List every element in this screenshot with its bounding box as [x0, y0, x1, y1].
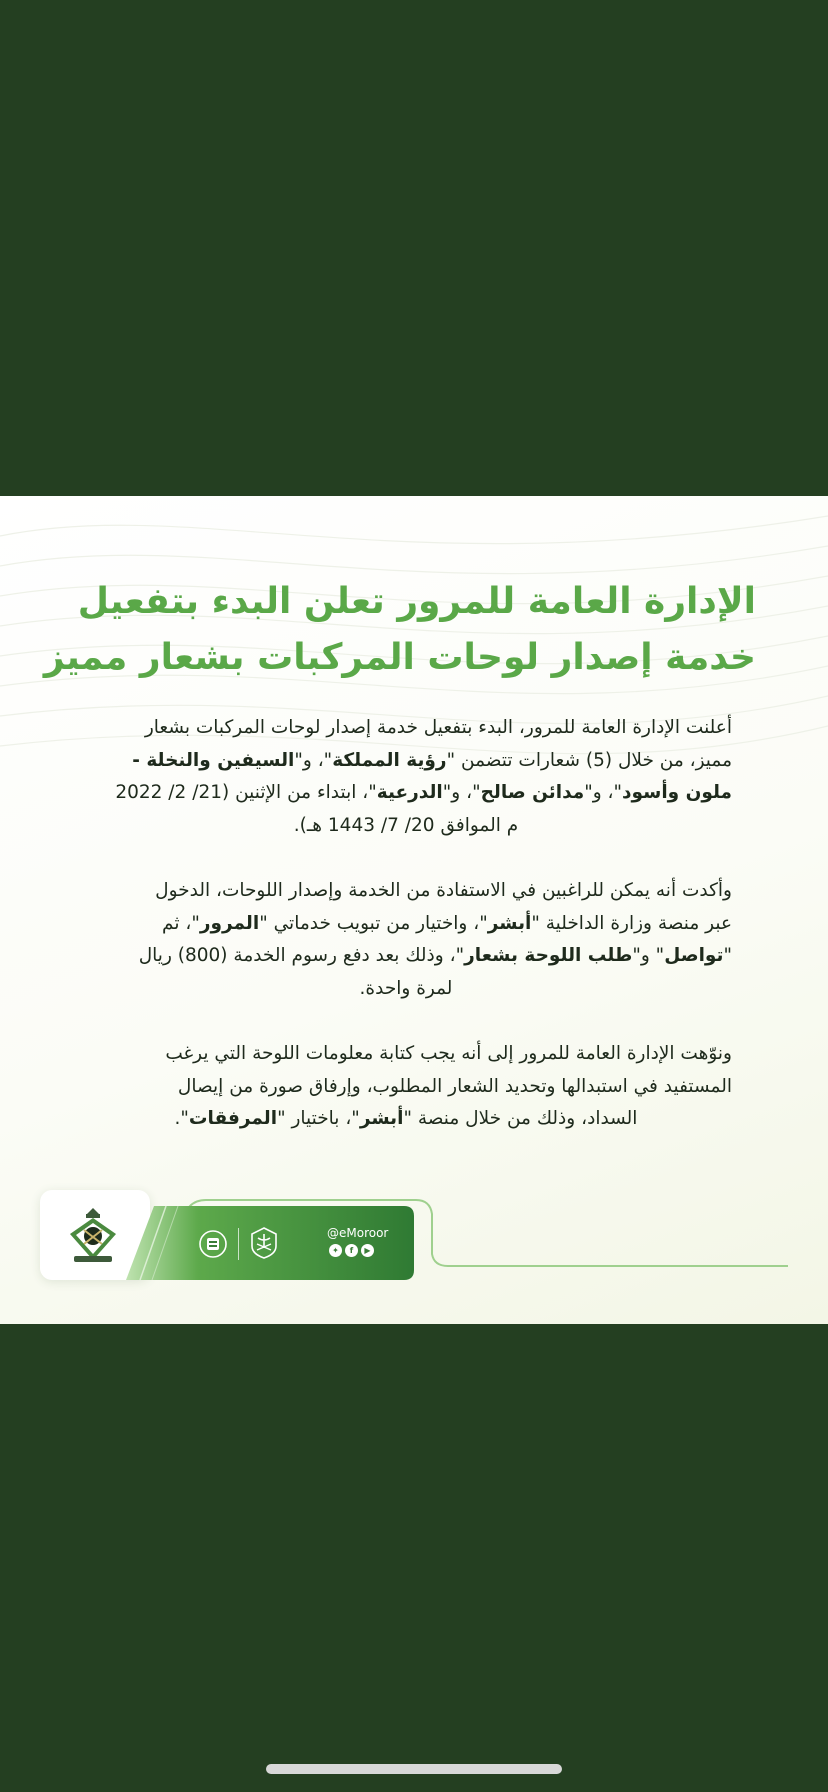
bold-text: مدائن صالح	[480, 782, 585, 803]
p2-line-2	[80, 908, 732, 941]
text: "، و"	[442, 782, 481, 803]
text: مميز، من خلال (5) شعارات تتضمن "	[446, 749, 732, 771]
bold-text: السيفين والنخلة -	[132, 749, 295, 771]
text: السداد، وذلك من خلال منصة "	[403, 1108, 638, 1129]
text: "، و"	[584, 782, 623, 803]
home-indicator[interactable]	[266, 1764, 562, 1774]
absher-icon	[198, 1228, 228, 1260]
traffic-emblem-icon	[64, 1204, 122, 1266]
post-footer	[0, 1184, 828, 1284]
bold-text: المرفقات	[188, 1108, 278, 1129]
text: "، ثم	[162, 912, 200, 934]
p2-line-1: وأكدت أنه يمكن للراغبين في الاستفادة من الخدمة وإصدار اللوحات، الدخول	[155, 880, 732, 901]
bold-text: أبشر	[359, 1108, 404, 1129]
bold-text: طلب اللوحة بشعار	[464, 945, 633, 966]
p2-line-3	[80, 940, 732, 973]
p1-line-3	[80, 777, 732, 810]
logo-separator	[238, 1228, 239, 1260]
text: عبر منصة وزارة الداخلية "	[531, 912, 732, 934]
text: ".	[174, 1108, 189, 1129]
p3-line-2: المستفيد في استبدالها وتحديد الشعار المطلوب، وإرفاق صورة من إيصال	[177, 1075, 732, 1097]
twitter-icon: ✦	[329, 1244, 342, 1257]
bold-text: رؤية المملكة	[332, 749, 447, 771]
youtube-icon: ▶	[361, 1244, 374, 1257]
text: " و"	[632, 945, 665, 966]
bold-text: الدرعية	[376, 782, 443, 803]
facebook-icon: f	[345, 1244, 358, 1257]
title-line-2: خدمة إصدار لوحات المركبات بشعار مميز	[43, 637, 756, 678]
title-line-1: الإدارة العامة للمرور تعلن البدء بتفعيل	[77, 581, 756, 622]
bold-text: المرور	[199, 912, 260, 934]
post-title	[40, 574, 756, 686]
moi-emblem-icon	[248, 1226, 280, 1260]
paragraph-1	[80, 712, 732, 842]
text: "، واختيار من تبويب خدماتي "	[259, 912, 488, 934]
bold-text: أبشر	[487, 912, 532, 934]
text: "، وذلك بعد دفع رسوم الخدمة (800) ريال	[138, 945, 465, 966]
p1-line-1: أعلنت الإدارة العامة للمرور، البدء بتفعيل خدمة إصدار لوحات المركبات بشعار	[144, 717, 732, 738]
paragraph-3	[80, 1038, 732, 1136]
bold-text: ملون وأسود	[622, 782, 732, 803]
p3-line-1: ونوّهت الإدارة العامة للمرور إلى أنه يجب كتابة معلومات اللوحة التي يرغب	[165, 1043, 732, 1064]
post-body	[80, 712, 732, 1169]
text: "، باختيار "	[277, 1108, 360, 1129]
paragraph-2	[80, 875, 732, 1005]
social-icons	[329, 1244, 374, 1257]
twitter-handle: @eMoroor	[327, 1226, 389, 1240]
bold-text: تواصل	[664, 945, 724, 966]
text: "	[723, 945, 732, 966]
p3-line-3	[80, 1103, 732, 1136]
text: "، ابتداء من الإثنين (21/ 2/ 2022	[115, 782, 377, 803]
text: "، و"	[294, 749, 333, 771]
post-card	[0, 496, 828, 1324]
p2-line-4: لمرة واحدة.	[359, 977, 453, 999]
p1-line-2	[80, 745, 732, 778]
p1-line-4: م الموافق 20/ 7/ 1443 هـ).	[293, 814, 519, 836]
